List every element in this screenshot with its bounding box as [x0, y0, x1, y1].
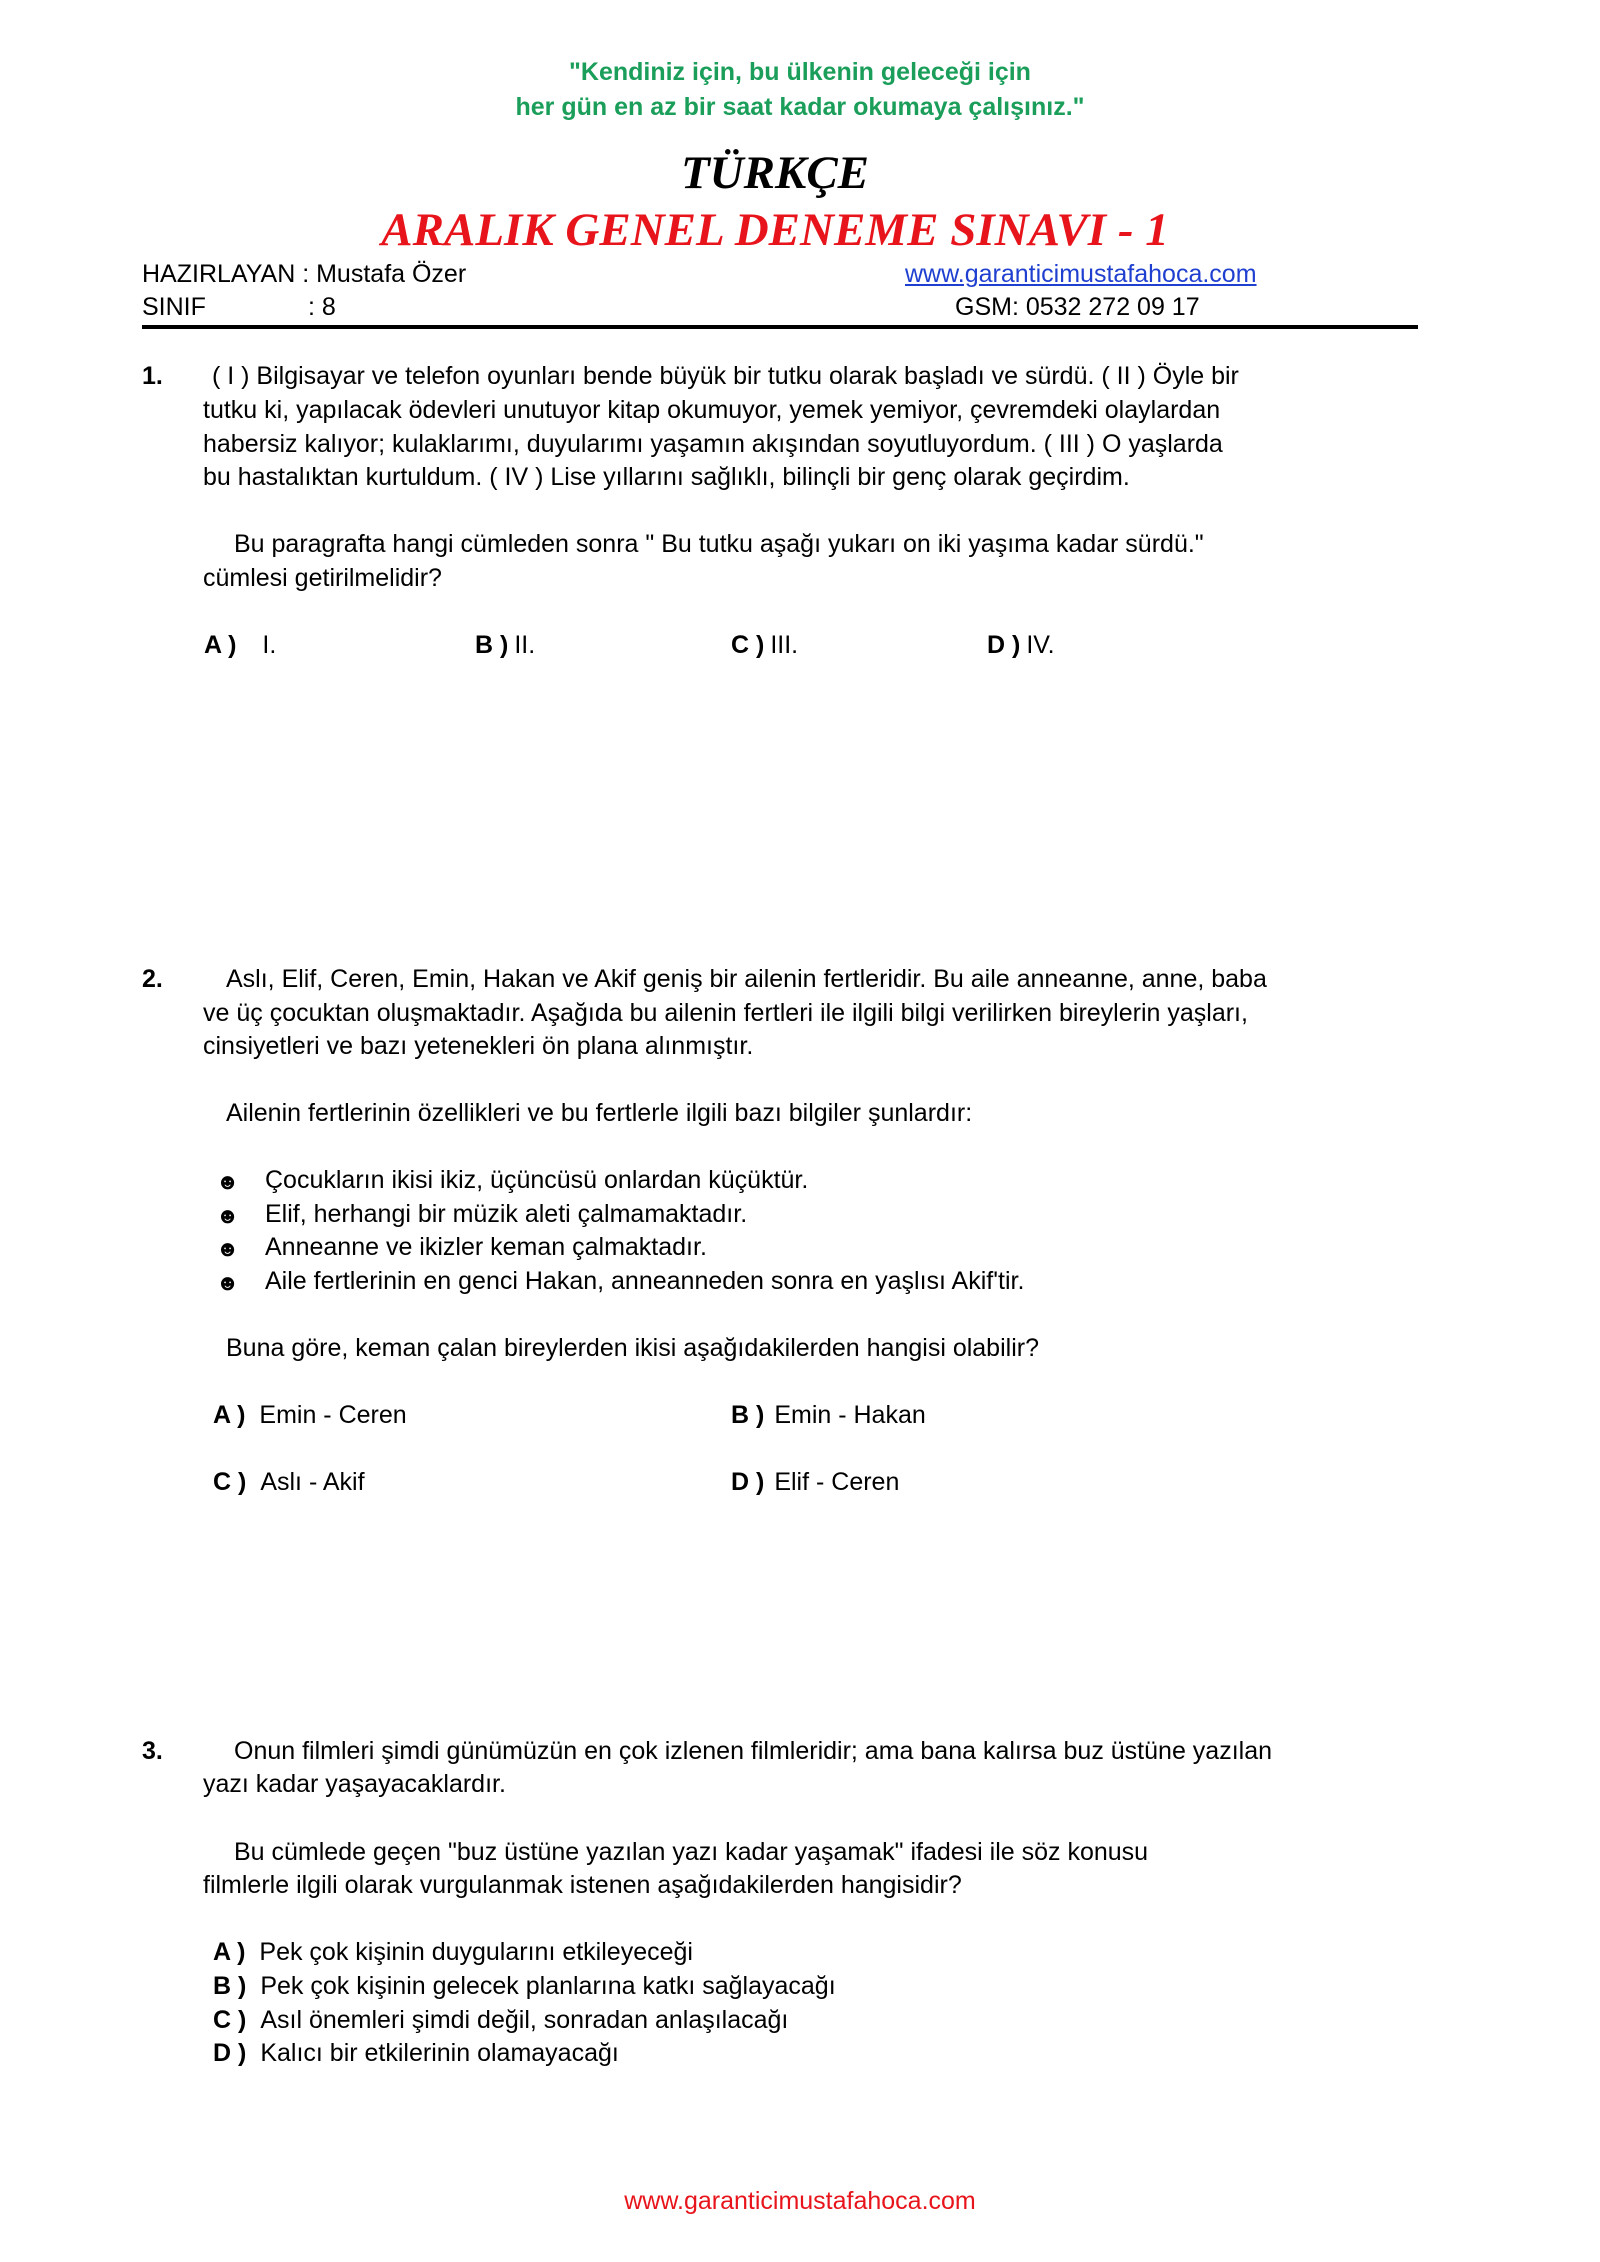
info-bullet: Çocukların ikisi ikiz, üçüncüsü onlardan küçüktür.: [265, 1166, 809, 1194]
option-letter: D ): [213, 2039, 247, 2067]
option-letter: C ): [213, 1468, 247, 1496]
option-a[interactable]: [204, 631, 276, 660]
option-text: I.: [262, 631, 277, 659]
option-a[interactable]: [213, 1938, 693, 1967]
option-text: IV.: [1026, 631, 1055, 659]
question-stem: cümlesi getirilmelidir?: [203, 564, 442, 592]
option-b[interactable]: [475, 631, 535, 660]
option-letter: C ): [213, 2006, 247, 2034]
website-link[interactable]: www.garanticimustafahoca.com: [905, 260, 1257, 288]
option-a[interactable]: [213, 1401, 407, 1430]
option-text: Pek çok kişinin gelecek planlarına katkı sağlayacağı: [260, 1972, 836, 2000]
smiley-bullet-icon: ☻: [216, 1236, 240, 1261]
info-intro: Ailenin fertlerinin özellikleri ve bu fertlerle ilgili bazı bilgiler şunlardır:: [226, 1099, 973, 1127]
option-b[interactable]: [731, 1401, 926, 1430]
option-b[interactable]: [213, 1972, 836, 2001]
option-d[interactable]: [731, 1468, 899, 1497]
info-bullet: Elif, herhangi bir müzik aleti çalmamaktadır.: [265, 1200, 748, 1228]
paragraph-line: tutku ki, yapılacak ödevleri unutuyor kitap okumuyor, yemek yemiyor, çevremdeki olaylardan: [203, 396, 1221, 424]
question-stem: Buna göre, keman çalan bireylerden ikisi aşağıdakilerden hangisi olabilir?: [226, 1334, 1039, 1362]
paragraph-line: cinsiyetleri ve bazı yetenekleri ön plana alınmıştır.: [203, 1032, 754, 1060]
smiley-bullet-icon: ☻: [216, 1169, 240, 1194]
gsm-number: GSM: 0532 272 09 17: [955, 293, 1200, 321]
motto-line-1: "Kendiniz için, bu ülkenin geleceği için: [569, 58, 1031, 86]
question-number: 1.: [142, 362, 163, 390]
option-text: II.: [514, 631, 536, 659]
option-letter: A ): [213, 1401, 246, 1429]
option-text: Kalıcı bir etkilerinin olamayacağı: [260, 2039, 619, 2067]
paragraph-line: ( I ) Bilgisayar ve telefon oyunları bende büyük bir tutku olarak başladı ve sürdü. ( II ) Öyle bir: [212, 362, 1239, 390]
option-letter: B ): [475, 631, 509, 659]
option-d[interactable]: [213, 2039, 619, 2068]
class-label: SINIF: [142, 293, 206, 321]
option-d[interactable]: [987, 631, 1055, 660]
question-number: 3.: [142, 1737, 163, 1765]
option-letter: B ): [213, 1972, 247, 2000]
paragraph-line: ve üç çocuktan oluşmaktadır. Aşağıda bu ailenin fertleri ile ilgili bilgi verilirken bireylerin yaşları,: [203, 999, 1248, 1027]
exam-title: ARALIK GENEL DENEME SINAVI - 1: [381, 204, 1169, 256]
option-c[interactable]: [731, 631, 798, 660]
info-bullet: Anneanne ve ikizler keman çalmaktadır.: [265, 1233, 707, 1261]
option-letter: D ): [987, 631, 1021, 659]
option-letter: A ): [204, 631, 237, 659]
info-bullet: Aile fertlerinin en genci Hakan, anneanneden sonra en yaşlısı Akif'tir.: [265, 1267, 1025, 1295]
question-stem: Bu cümlede geçen "buz üstüne yazılan yazı kadar yaşamak" ifadesi ile söz konusu: [234, 1838, 1149, 1866]
question-stem: filmlerle ilgili olarak vurgulanmak istenen aşağıdakilerden hangisidir?: [203, 1871, 962, 1899]
class-value: : 8: [308, 293, 336, 321]
paragraph-line: yazı kadar yaşayacaklardır.: [203, 1770, 506, 1798]
paragraph-line: bu hastalıktan kurtuldum. ( IV ) Lise yıllarını sağlıklı, bilinçli bir genç olarak geçirdim.: [203, 463, 1130, 491]
option-text: Aslı - Akif: [260, 1468, 365, 1496]
smiley-bullet-icon: ☻: [216, 1270, 240, 1295]
option-text: III.: [770, 631, 799, 659]
option-text: Emin - Ceren: [259, 1401, 407, 1429]
paragraph-line: habersiz kalıyor; kulaklarımı, duyularımı yaşamın akışından soyutluyordum. ( III ) O yaşlarda: [203, 430, 1223, 458]
option-text: Asıl önemleri şimdi değil, sonradan anlaşılacağı: [260, 2006, 789, 2034]
option-c[interactable]: [213, 2006, 788, 2035]
option-letter: A ): [213, 1938, 246, 1966]
subject-heading: TÜRKÇE: [680, 147, 870, 199]
paragraph-line: Aslı, Elif, Ceren, Emin, Hakan ve Akif geniş bir ailenin fertleridir. Bu aile anneanne, anne, baba: [226, 965, 1267, 993]
option-text: Pek çok kişinin duygularını etkileyeceği: [259, 1938, 693, 1966]
motto-line-2: her gün en az bir saat kadar okumaya çalışınız.": [515, 93, 1085, 121]
question-number: 2.: [142, 965, 163, 993]
option-text: Elif - Ceren: [774, 1468, 900, 1496]
option-letter: D ): [731, 1468, 765, 1496]
option-letter: C ): [731, 631, 765, 659]
header-divider: [142, 325, 1418, 329]
smiley-bullet-icon: ☻: [216, 1203, 240, 1228]
paragraph-line: Onun filmleri şimdi günümüzün en çok izlenen filmleridir; ama bana kalırsa buz üstüne yazılan: [234, 1737, 1273, 1765]
option-text: Emin - Hakan: [774, 1401, 926, 1429]
option-c[interactable]: [213, 1468, 365, 1497]
option-letter: B ): [731, 1401, 765, 1429]
footer-website: www.garanticimustafahoca.com: [624, 2187, 976, 2215]
question-stem: Bu paragrafta hangi cümleden sonra " Bu tutku aşağı yukarı on iki yaşıma kadar sürdü.": [234, 530, 1204, 558]
prepared-by: HAZIRLAYAN : Mustafa Özer: [142, 260, 467, 288]
